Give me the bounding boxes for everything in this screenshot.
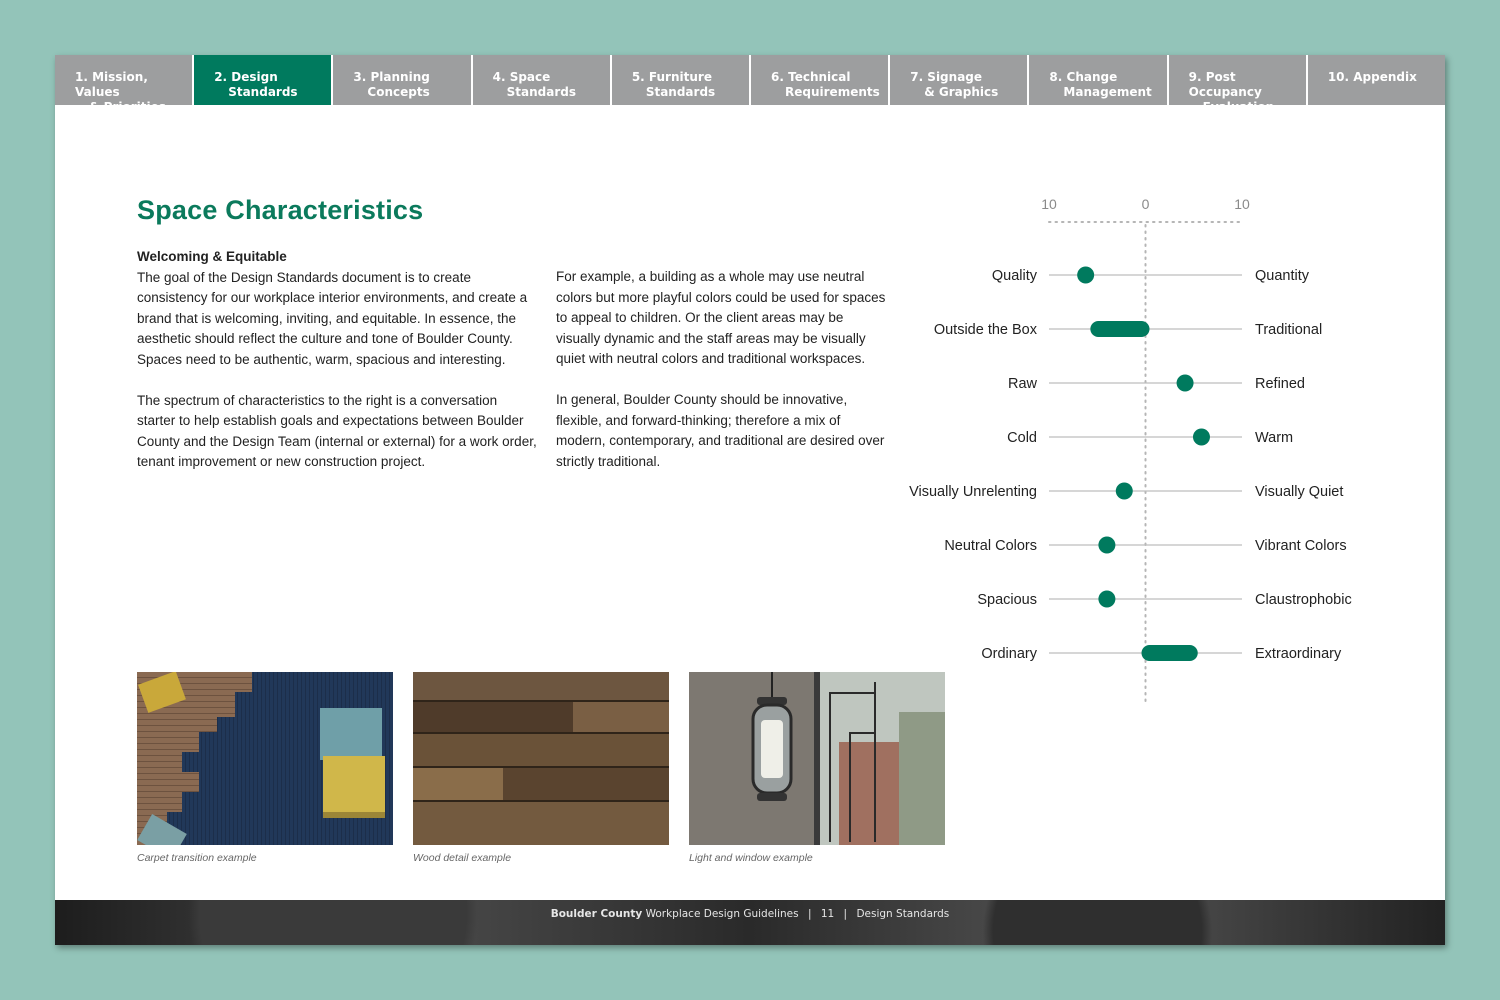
spectrum-left-label: Quality <box>991 268 1037 284</box>
footer-text <box>55 908 1445 920</box>
spectrum-right-label: Vibrant Colors <box>1255 538 1347 554</box>
tab-label: 6. Technical <box>771 70 851 84</box>
text-column-left <box>137 247 537 493</box>
tab-label-line2: Standards <box>506 85 576 99</box>
spectrum-marker <box>1193 429 1210 446</box>
spectrum-left-label: Outside the Box <box>933 322 1037 338</box>
tab-planning-concepts[interactable] <box>333 55 472 105</box>
spectrum-right-label: Traditional <box>1255 322 1323 338</box>
tab-label: 4. Space <box>492 70 551 84</box>
paragraph: For example, a building as a whole may use neutral colors but more playful colors could be used for spaces to appeal to children. Or the client areas may be visually dynamic and the staff areas may be visually quiet with neutral colors and traditional workspaces. <box>556 269 886 366</box>
page-footer <box>55 900 1445 945</box>
tab-furniture-standards[interactable] <box>612 55 751 105</box>
spectrum-left-label: Ordinary <box>981 646 1037 662</box>
paragraph: The spectrum of characteristics to the right is a conversation starter to help establish goals and expectations between Boulder County and the Design Team (internal or external) for a work order, tenant improvement or new construction project. <box>137 392 537 469</box>
tab-label: 9. Post Occupancy <box>1188 70 1262 99</box>
tab-mission-values[interactable] <box>55 55 194 114</box>
spectrum-marker <box>1116 483 1133 500</box>
tab-appendix[interactable] <box>1308 55 1445 105</box>
carpet-photo <box>137 672 393 845</box>
spectrum-right-label: Refined <box>1255 376 1305 392</box>
spectrum-left-label: Visually Unrelenting <box>909 484 1037 500</box>
spectrum-right-label: Extraordinary <box>1255 646 1342 662</box>
photo-caption: Wood detail example <box>413 852 512 864</box>
spectrum-marker <box>1177 375 1194 392</box>
spectrum-left-label: Raw <box>1007 376 1037 392</box>
tab-label: 8. Change <box>1049 70 1118 84</box>
spectrum-right-label: Warm <box>1255 430 1294 446</box>
tab-label: 10. Appendix <box>1327 70 1417 84</box>
tab-label-line2: Evaluation <box>1202 100 1275 114</box>
tick-label: 10 <box>1041 196 1057 212</box>
footer-page-number: 11 <box>820 908 835 920</box>
tab-label-line2: Standards <box>645 85 716 99</box>
footer-brand: Boulder County <box>550 908 643 920</box>
spectrum-left-label: Neutral Colors <box>944 538 1037 554</box>
tab-label-line2: & Graphics <box>924 85 999 99</box>
tab-technical-requirements[interactable] <box>751 55 890 105</box>
tab-label-line2: Requirements <box>785 85 880 99</box>
tab-label: 3. Planning <box>353 70 430 84</box>
paragraph: In general, Boulder County should be innovative, flexible, and forward-thinking; therefore a mix of modern, contemporary, and traditional are desired over strictly traditional. <box>556 392 885 469</box>
text-column-right <box>556 267 886 493</box>
spectrum-marker <box>1098 537 1115 554</box>
tick-label: 10 <box>1234 196 1250 212</box>
section-subheading: Welcoming & Equitable <box>137 249 287 264</box>
footer-separator: | <box>843 908 848 920</box>
footer-separator: | <box>807 908 812 920</box>
footer-section: Design Standards <box>856 908 950 920</box>
spectrum-right-label: Quantity <box>1255 268 1309 284</box>
footer-doc-title: Workplace Design Guidelines <box>645 908 799 920</box>
spectrum-left-label: Spacious <box>977 592 1037 608</box>
photo-caption: Carpet transition example <box>137 852 257 864</box>
wood-photo <box>413 672 669 845</box>
tab-label-line2: Management <box>1063 85 1152 99</box>
spectrum-right-label: Visually Quiet <box>1255 484 1344 500</box>
photo-caption: Light and window example <box>689 852 813 864</box>
tab-label-line2: & Priorities <box>89 100 166 114</box>
tab-design-standards[interactable] <box>194 55 333 105</box>
spectrum-marker <box>1098 591 1115 608</box>
paragraph: The goal of the Design Standards document is to create consistency for our workplace interior environments, and create a brand that is welcoming, inviting, and equitable. In essence, the aesthetic should reflect the culture and tone of Boulder County. Spaces need to be authentic, warm, spacious and interesting. <box>137 269 528 367</box>
tab-label: 1. Mission, Values <box>75 70 148 99</box>
light-window-photo <box>689 672 945 845</box>
tab-change-management[interactable] <box>1029 55 1168 105</box>
tick-label: 0 <box>1141 196 1150 212</box>
tab-post-occupancy[interactable] <box>1169 55 1308 114</box>
tab-space-standards[interactable] <box>473 55 612 105</box>
tab-signage-graphics[interactable] <box>890 55 1029 105</box>
tab-label: 2. Design <box>214 70 278 84</box>
spectrum-right-label: Claustrophobic <box>1255 592 1352 608</box>
tab-label-line2: Concepts <box>367 85 430 99</box>
spectrum-marker <box>1077 267 1094 284</box>
spectrum-left-label: Cold <box>1007 430 1037 446</box>
document-page <box>55 55 1445 945</box>
section-tabs <box>55 55 1445 114</box>
tab-label: 5. Furniture <box>631 70 712 84</box>
page-title: Space Characteristics <box>137 195 424 225</box>
tab-label-line2: Standards <box>228 85 298 99</box>
tab-label: 7. Signage <box>910 70 983 84</box>
